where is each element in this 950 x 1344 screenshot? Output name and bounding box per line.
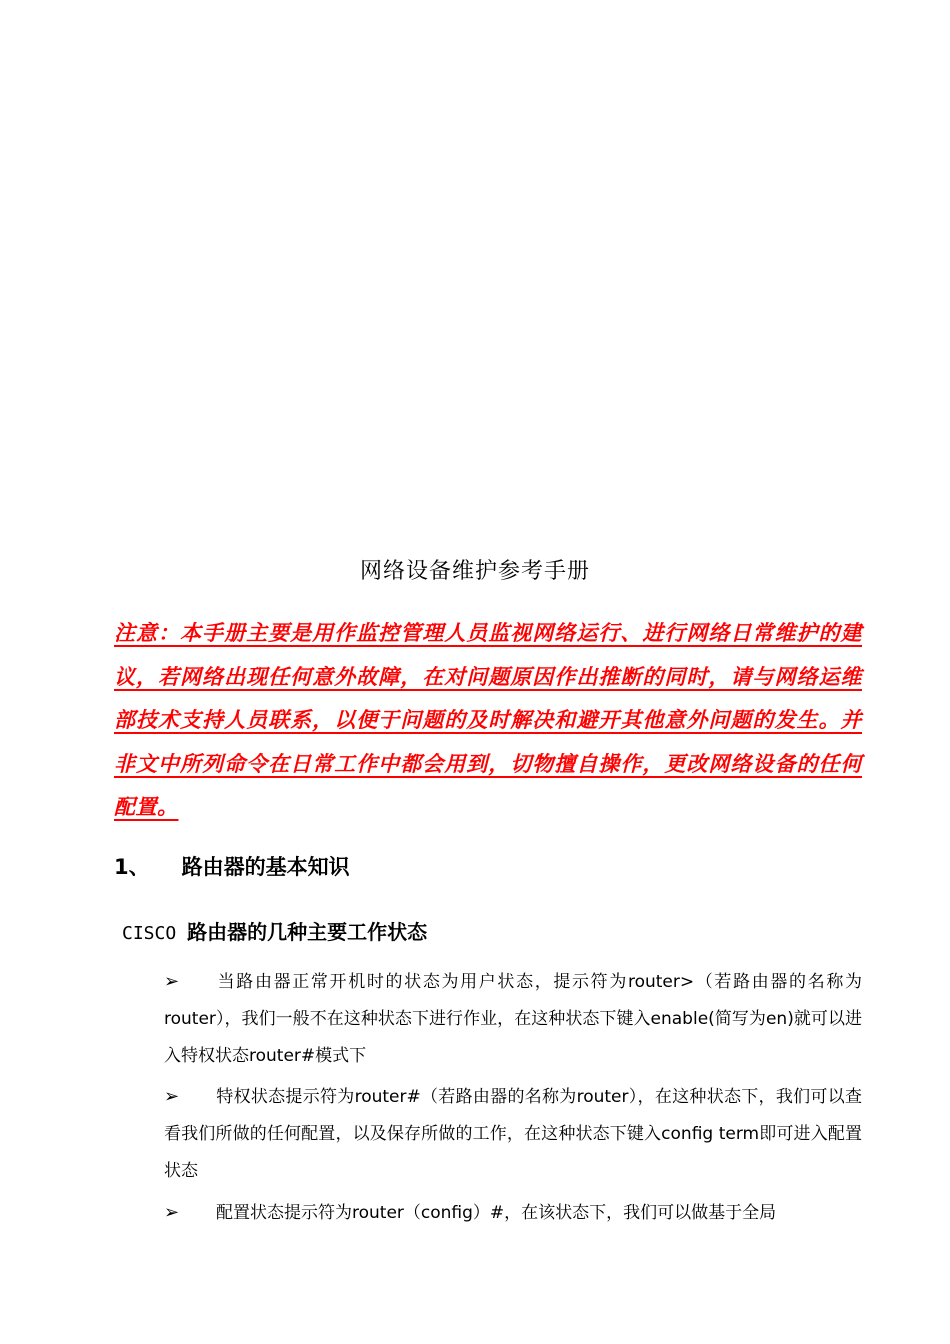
subsection-heading	[122, 917, 427, 949]
arrow-bullet-icon: ➢	[164, 1202, 180, 1223]
bullet-paragraph	[164, 963, 862, 1075]
section-title: 路由器的基本知识	[181, 855, 350, 879]
subsection-title: 路由器的几种主要工作状态	[187, 920, 428, 944]
subsection-brand: CISCO	[122, 923, 177, 944]
section-heading	[114, 852, 350, 882]
bullet-paragraph	[164, 1194, 862, 1232]
arrow-bullet-icon: ➢	[164, 971, 180, 992]
bullet-text: 配置状态提示符为router（config）#，在该状态下，我们可以做基于全局	[216, 1203, 777, 1223]
warning-notice: 注意：本手册主要是用作监控管理人员监视网络运行、进行网络日常维护的建议，若网络出现任何意外故障，在对问题原因作出推断的同时，请与网络运维部技术支持人员联系，以便于问题的及时解决和避开其他意外问题的发生。并非文中所列命令在日常工作中都会用到，切物擅自操作，更改网络设备的任何配置。	[114, 621, 862, 819]
document-title: 网络设备维护参考手册	[359, 559, 590, 584]
section-number: 1、	[114, 855, 150, 879]
arrow-bullet-icon: ➢	[164, 1086, 180, 1107]
bullet-text: 当路由器正常开机时的状态为用户状态，提示符为router>（若路由器的名称为router），我们一般不在这种状态下进行作业，在这种状态下键入enable(简写为en)就可以进入特权状态router#模式下	[164, 972, 862, 1066]
bullet-paragraph	[164, 1078, 862, 1190]
bullet-text: 特权状态提示符为router#（若路由器的名称为router），在这种状态下，我们可以查看我们所做的任何配置，以及保存所做的工作，在这种状态下键入config term即可进入配置状态	[164, 1087, 862, 1181]
